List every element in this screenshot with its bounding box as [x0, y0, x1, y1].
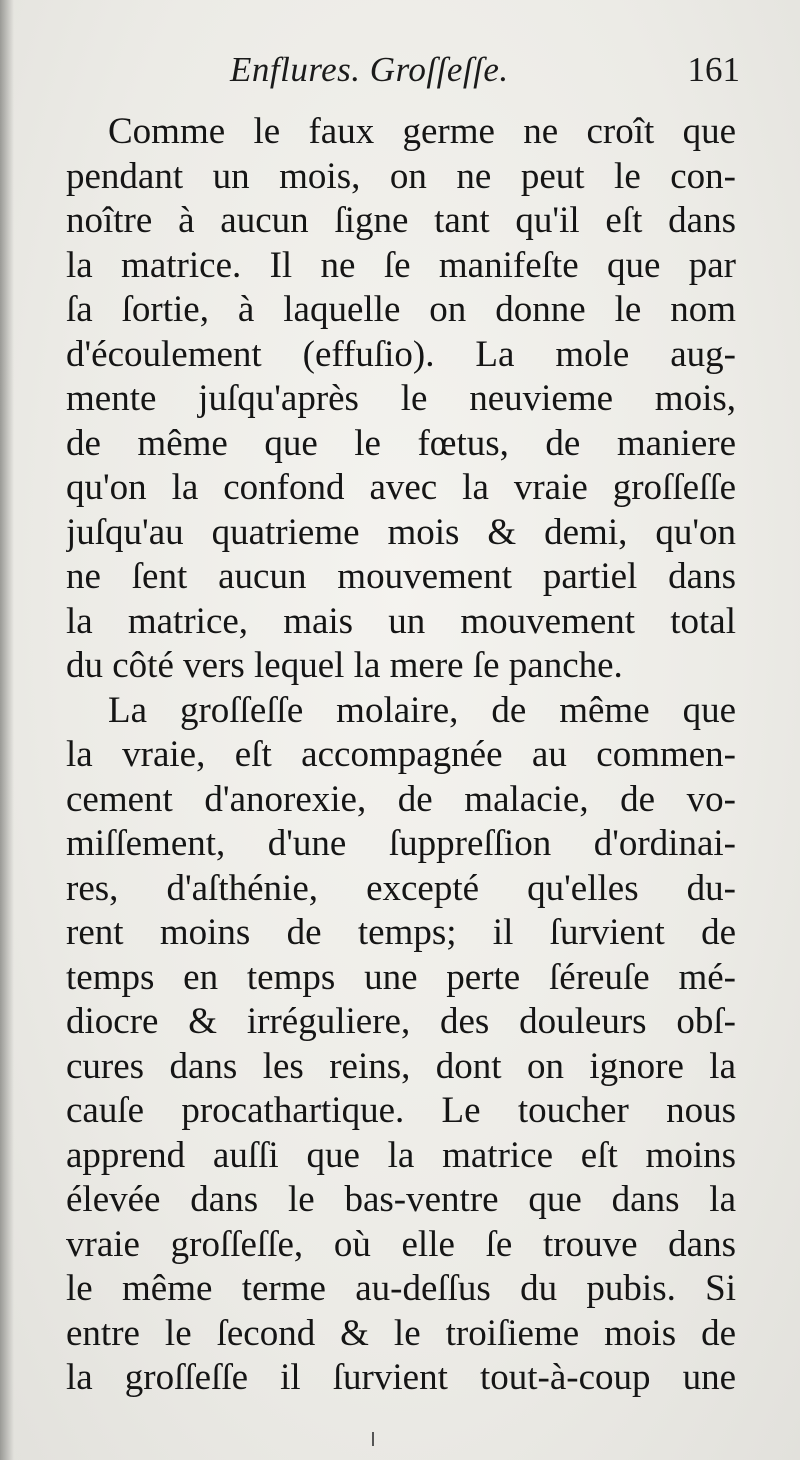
- text-line: élevée dans le bas-ventre que dans la: [66, 1179, 736, 1220]
- text-line: ſa ſortie, à laquelle on donne le nom: [66, 289, 736, 330]
- page-header: [60, 50, 740, 98]
- text-line: entre le ſecond & le troiſieme mois de: [66, 1312, 736, 1354]
- text-line: res, d'aſthénie, excepté qu'elles du-: [66, 867, 736, 909]
- text-line: rent moins de temps; il ſurvient de: [66, 912, 736, 953]
- text-line: la vraie, eſt accompagnée au commen-: [66, 734, 736, 775]
- page-number: 161: [687, 50, 740, 89]
- text-line: le même terme au-deſſus du pubis. Si: [66, 1268, 736, 1309]
- body-text: [66, 110, 736, 1401]
- text-line: de même que le fœtus, de maniere: [66, 422, 736, 464]
- printer-mark: [372, 1432, 374, 1446]
- text-line: cures dans les reins, dont on ignore la: [66, 1045, 736, 1087]
- text-line: cauſe procathartique. Le toucher nous: [66, 1090, 736, 1131]
- text-line: apprend auſſi que la matrice eſt moins: [66, 1134, 736, 1176]
- text-line: qu'on la confond avec la vraie groſſeſſe: [66, 467, 736, 508]
- text-line: diocre & irréguliere, des douleurs obſ-: [66, 1001, 736, 1042]
- text-line: du côté vers lequel la mere ſe panche.: [66, 645, 623, 686]
- text-line: ne ſent aucun mouvement partiel dans: [66, 556, 736, 597]
- text-line: La groſſeſſe molaire, de même que: [108, 689, 736, 731]
- text-line: pendant un mois, on ne peut le con-: [66, 155, 736, 197]
- text-line: miſſement, d'une ſuppreſſion d'ordinai-: [66, 823, 736, 864]
- text-line: temps en temps une perte ſéreuſe mé-: [66, 956, 736, 998]
- text-line: la matrice, mais un mouvement total: [66, 600, 736, 642]
- text-line: noître à aucun ſigne tant qu'il eſt dans: [66, 200, 736, 241]
- text-line: Comme le faux germe ne croît que: [108, 111, 736, 152]
- running-title: Enflures. Groſſeſſe.: [230, 50, 509, 89]
- text-line: juſqu'au quatrieme mois & demi, qu'on: [66, 511, 736, 553]
- text-line: la matrice. Il ne ſe manifeſte que par: [66, 244, 736, 286]
- text-line: cement d'anorexie, de malacie, de vo-: [66, 778, 736, 820]
- text-line: la groſſeſſe il ſurvient tout-à-coup une: [66, 1357, 736, 1398]
- binding-shadow: [0, 0, 14, 1460]
- text-line: mente juſqu'après le neuvieme mois,: [66, 378, 736, 419]
- text-line: vraie groſſeſſe, où elle ſe trouve dans: [66, 1223, 736, 1265]
- text-line: d'écoulement (effuſio). La mole aug-: [66, 333, 736, 375]
